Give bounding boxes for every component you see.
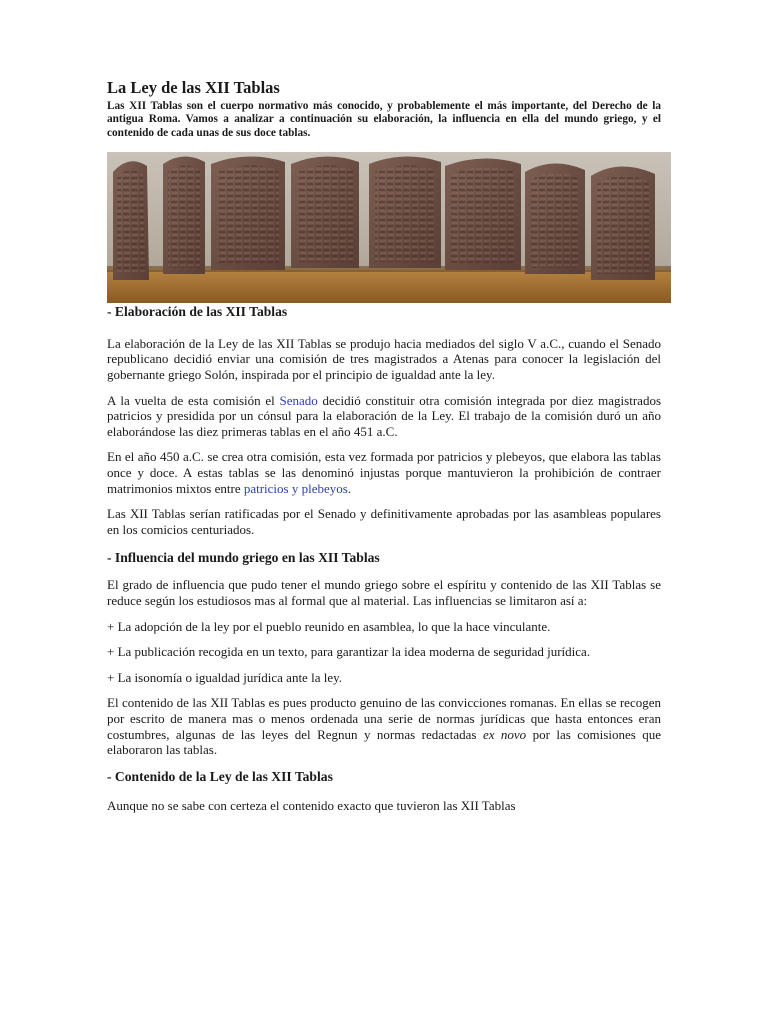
section-heading: - Contenido de la Ley de las XII Tablas [107, 768, 333, 784]
senado-link[interactable]: Senado [279, 392, 318, 408]
page-title: La Ley de las XII Tablas [107, 78, 280, 97]
document-page [107, 78, 661, 813]
section-contenido [107, 768, 661, 814]
paragraph: El grado de influencia que pudo tener el mundo griego sobre el espíritu y contenido de las XII Tablas se reduce según los estudiosos mas al formal que al material. Las influencias se limitaron así a: [107, 577, 661, 609]
section-elaboracion [107, 303, 661, 538]
paragraph: Las XII Tablas serían ratificadas por el Senado y definitivamente aprobadas por las asambleas populares en los comicios centuriados. [107, 506, 661, 537]
tablets-photo [107, 152, 671, 303]
paragraph: Aunque no se sabe con certeza el contenido exacto que tuvieron las XII Tablas [107, 797, 516, 813]
section-heading: - Influencia del mundo griego en las XII Tablas [107, 550, 380, 566]
paragraph: En el año 450 a.C. se crea otra comisión, esta vez formada por patricios y plebeyos, que elabora las tablas once y doce. A estas tablas se las denominó injustas porque mantuvieron la prohibición de contraer matrimonios mixtos entre patricios y plebeyos. [107, 449, 661, 496]
section-heading: - Elaboración de las XII Tablas [107, 303, 288, 319]
section-influencia [107, 549, 661, 757]
list-item: + La adopción de la ley por el pueblo reunido en asamblea, lo que la hace vinculante. [107, 618, 551, 634]
tablets [113, 156, 655, 280]
paragraph: A la vuelta de esta comisión el Senado decidió constituir otra comisión integrada por diez magistrados patricios y presidida por un cónsul para la elaboración de la Ley. El trabajo de la comisión duró un año elaborándose las diez primeras tablas en el año 451 a.C. [107, 392, 662, 439]
intro-paragraph: Las XII Tablas son el cuerpo normativo más conocido, y probablemente el más importante, del Derecho de la antigua Roma. Vamos a analizar a continuación su elaboración, la influencia en ella del mundo griego, y el contenido de cada unas de sus doce tablas. [107, 100, 661, 139]
list-item: + La publicación recogida en un texto, para garantizar la idea moderna de seguridad jurídica. [107, 644, 591, 660]
paragraph: El contenido de las XII Tablas es pues producto genuino de las convicciones romanas. En ellas se recogen por escrito de manera mas o menos ordenada una serie de normas jurídicas que hasta entonces eran costumbres, algunas de las leyes del Regnun y normas redactadas ex novo por las comisiones que elaboraron las tablas. [107, 695, 661, 758]
patricios-plebeyos-link[interactable]: patricios y plebeyos [243, 480, 348, 496]
paragraph: La elaboración de la Ley de las XII Tablas se produjo hacia mediados del siglo V a.C., cuando el Senado republicano decidió enviar una comisión de tres magistrados a Atenas para conocer la legislación del gobernante griego Solón, inspirada por el principio de igualdad ante la ley. [107, 335, 661, 383]
list-item: + La isonomía o igualdad jurídica ante la ley. [107, 669, 342, 685]
